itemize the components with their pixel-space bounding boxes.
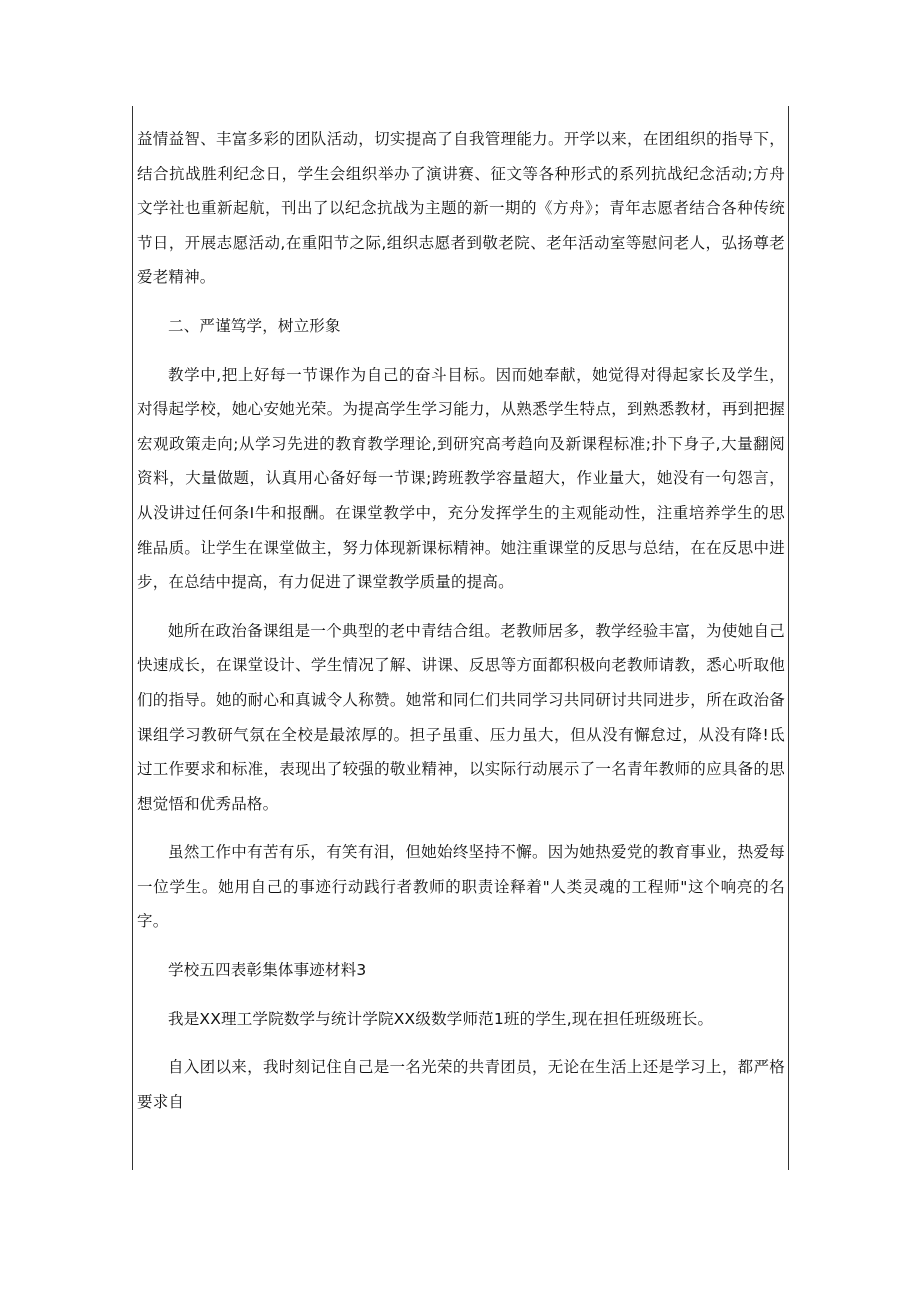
left-margin-rule	[132, 106, 133, 1170]
right-margin-rule	[788, 106, 789, 1170]
paragraph-teaching: 教学中,把上好每一节课作为自己的奋斗目标。因而她奉献，她觉得对得起家长及学生，对得起学校，她心安她光荣。为提高学生学习能力，从熟悉学生特点，到熟悉教材，再到把握宏观政策走向;从学习先进的教育教学理论,到研究高考趋向及新课程标准;扑下身子,大量翻阅资料，大量做题，认真用心备好每一节课;跨班教学容量超大，作业量大，她没有一句怨言，从没讲过任何条I牛和报酬。在课堂教学中，充分发挥学生的主观能动性，注重培养学生的思维品质。让学生在课堂做主，努力体现新课标精神。她注重课堂的反思与总结，在在反思中进步，在总结中提高，有力促进了课堂教学质量的提高。	[137, 365, 785, 592]
paragraph-continuation: 益情益智、丰富多彩的团队活动，切实提高了自我管理能力。开学以来，在团组织的指导下，结合抗战胜利纪念日，学生会组织举办了演讲赛、征文等各种形式的系列抗战纪念活动;方舟文学社也重新起航，刊出了以纪念抗战为主题的新一期的《方舟》；青年志愿者结合各种传统节日，开展志愿活动,在重阳节之际,组织志愿者到敬老院、老年活动室等慰问老人，弘扬尊老爱老精神。	[137, 130, 785, 287]
paragraph-group: 她所在政治备课组是一个典型的老中青结合组。老教师居多，教学经验丰富，为使她自己快速成长，在课堂设计、学生情况了解、讲课、反思等方面都积极向老教师请教，悉心听取他们的指导。她的耐心和真诚令人称赞。她常和同仁们共同学习共同研讨共同进步，所在政治备课组学习教研气氛在全校是最浓厚的。担子虽重、压力虽大，但从没有懈怠过，从没有降!氐过工作要求和标准，表现出了较强的敬业精神，以实际行动展示了一名青年教师的应具备的思想觉悟和优秀品格。	[137, 621, 785, 813]
document-body	[137, 122, 785, 1133]
section-heading: 二、严谨笃学，树立形象	[168, 316, 341, 335]
paragraph-since: 自入团以来，我时刻记住自己是一名光荣的共青团员，无论在生活上还是学习上，都严格要求自	[137, 1058, 785, 1111]
paragraph-closing: 虽然工作中有苦有乐，有笑有泪，但她始终坚持不懈。因为她热爱党的教育事业，热爱每一位学生。她用自己的事迹行动践行者教师的职责诠释着"人类灵魂的工程师"这个响亮的名字。	[137, 843, 785, 931]
document-section-title: 学校五四表彰集体事迹材料3	[168, 961, 367, 980]
paragraph-intro: 我是XX理工学院数学与统计学院XX级数学师范1班的学生,现在担任班级班长。	[168, 1009, 714, 1028]
